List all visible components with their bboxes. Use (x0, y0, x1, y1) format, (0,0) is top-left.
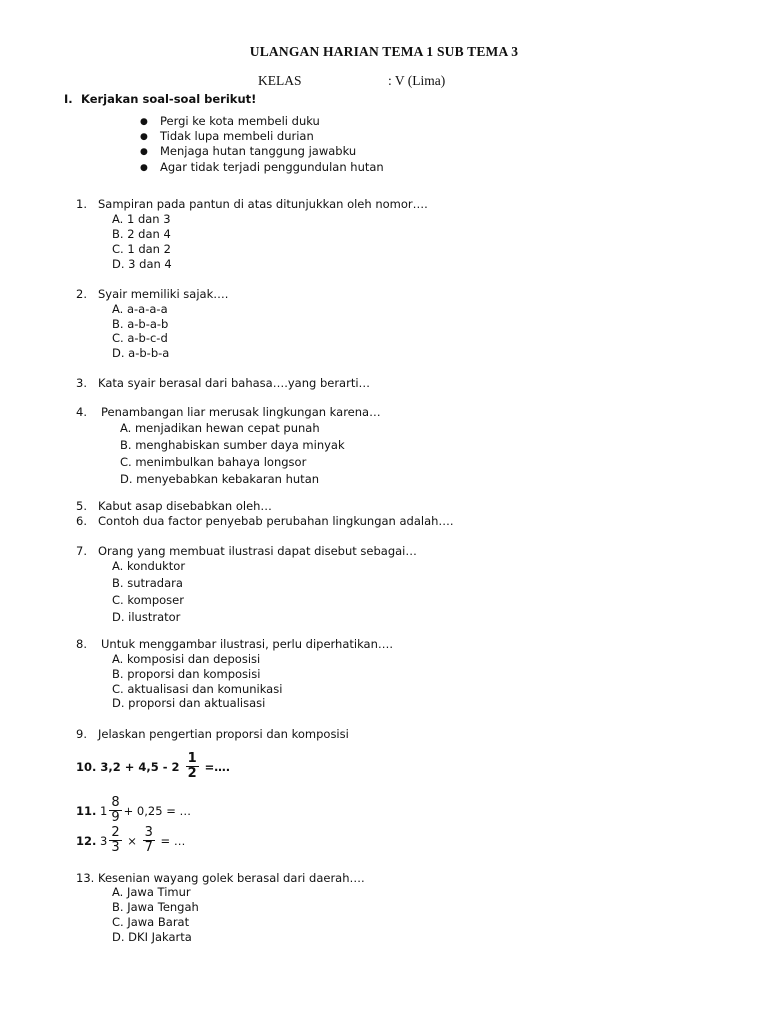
page-title: ULANGAN HARIAN TEMA 1 SUB TEMA 3 (249, 44, 519, 59)
question-number: 9. (76, 727, 87, 741)
expression-tail: =…. (204, 759, 231, 774)
bullet-icon: ● (140, 163, 148, 173)
question-number: 7. (76, 544, 87, 558)
option-a: A. komposisi dan deposisi (112, 652, 261, 666)
question-text: Kabut asap disebabkan oleh… (98, 499, 272, 513)
option-a: A. a-a-a-a (112, 302, 168, 316)
section-number: I. (64, 92, 73, 106)
option-d: D. a-b-b-a (112, 346, 170, 360)
question-number: 2. (76, 287, 87, 301)
question-text: Contoh dua factor penyebab perubahan lingkungan adalah…. (98, 514, 454, 528)
operator: × (127, 833, 137, 848)
section-instruction: Kerjakan soal-soal berikut! (81, 92, 257, 106)
question-text: Penambangan liar merusak lingkungan karena… (101, 405, 381, 419)
option-a: A. menjadikan hewan cepat punah (120, 421, 320, 435)
option-b: B. sutradara (112, 576, 183, 590)
question-10 (76, 752, 230, 781)
numerator: 8 (111, 795, 120, 810)
numerator: 3 (144, 825, 153, 840)
option-b: B. a-b-a-b (112, 317, 169, 331)
expression-tail: + 0,25 = … (123, 803, 191, 818)
option-b: B. proporsi dan komposisi (112, 667, 261, 681)
option-a: A. Jawa Timur (112, 885, 191, 899)
option-d: D. 3 dan 4 (112, 257, 172, 271)
option-c: C. menimbulkan bahaya longsor (120, 455, 307, 469)
fraction (109, 796, 121, 825)
question-number: 10. (76, 759, 97, 774)
question-number: 12. (76, 833, 97, 848)
question-text: Sampiran pada pantun di atas ditunjukkan oleh nomor…. (98, 197, 428, 211)
option-d: D. proporsi dan aktualisasi (112, 696, 266, 710)
option-a: A. 1 dan 3 (112, 212, 171, 226)
option-d: D. menyebabkan kebakaran hutan (120, 472, 320, 486)
fraction (186, 752, 199, 781)
fraction (143, 826, 155, 855)
option-b: B. menghabiskan sumber daya minyak (120, 438, 345, 452)
question-11 (76, 796, 191, 825)
question-number: 13. (76, 871, 95, 885)
denominator: 2 (187, 766, 197, 781)
question-12 (76, 826, 185, 855)
numerator: 2 (111, 825, 120, 840)
question-number: 5. (76, 499, 87, 513)
question-number: 3. (76, 376, 87, 390)
kelas-value: : V (Lima) (388, 73, 446, 88)
denominator: 7 (144, 840, 153, 855)
whole-number: 3 (100, 833, 108, 848)
denominator: 3 (111, 840, 120, 855)
question-text: Kata syair berasal dari bahasa….yang berarti… (98, 376, 371, 390)
pantun-line: Tidak lupa membeli durian (160, 129, 314, 143)
expression: 3,2 + 4,5 - 2 (100, 759, 180, 774)
option-c: C. komposer (112, 593, 184, 607)
question-number: 6. (76, 514, 87, 528)
question-text: Untuk menggambar ilustrasi, perlu diperhatikan…. (101, 637, 394, 651)
numerator: 1 (187, 751, 197, 766)
question-number: 1. (76, 197, 87, 211)
whole-number: 1 (100, 803, 108, 818)
option-c: C. aktualisasi dan komunikasi (112, 682, 283, 696)
option-a: A. konduktor (112, 559, 186, 573)
bullet-icon: ● (140, 117, 148, 127)
option-d: D. DKI Jakarta (112, 930, 192, 944)
option-c: C. a-b-c-d (112, 331, 168, 345)
denominator: 9 (111, 810, 120, 825)
bullet-icon: ● (140, 132, 148, 142)
option-c: C. 1 dan 2 (112, 242, 171, 256)
pantun-line: Pergi ke kota membeli duku (160, 114, 320, 128)
question-number: 4. (76, 405, 87, 419)
question-number: 8. (76, 637, 87, 651)
option-d: D. ilustrator (112, 610, 181, 624)
pantun-line: Menjaga hutan tanggung jawabku (160, 144, 357, 158)
question-number: 11. (76, 803, 97, 818)
option-b: B. 2 dan 4 (112, 227, 171, 241)
kelas-label: KELAS (258, 73, 302, 88)
expression-tail: = … (160, 833, 186, 848)
question-text: Jelaskan pengertian proporsi dan komposisi (98, 727, 349, 741)
fraction (109, 826, 121, 855)
bullet-icon: ● (140, 147, 148, 157)
question-text: Syair memiliki sajak…. (98, 287, 229, 301)
pantun-line: Agar tidak terjadi penggundulan hutan (160, 160, 384, 174)
option-b: B. Jawa Tengah (112, 900, 199, 914)
question-text: Kesenian wayang golek berasal dari daerah…. (98, 871, 365, 885)
option-c: C. Jawa Barat (112, 915, 190, 929)
question-text: Orang yang membuat ilustrasi dapat disebut sebagai… (98, 544, 417, 558)
